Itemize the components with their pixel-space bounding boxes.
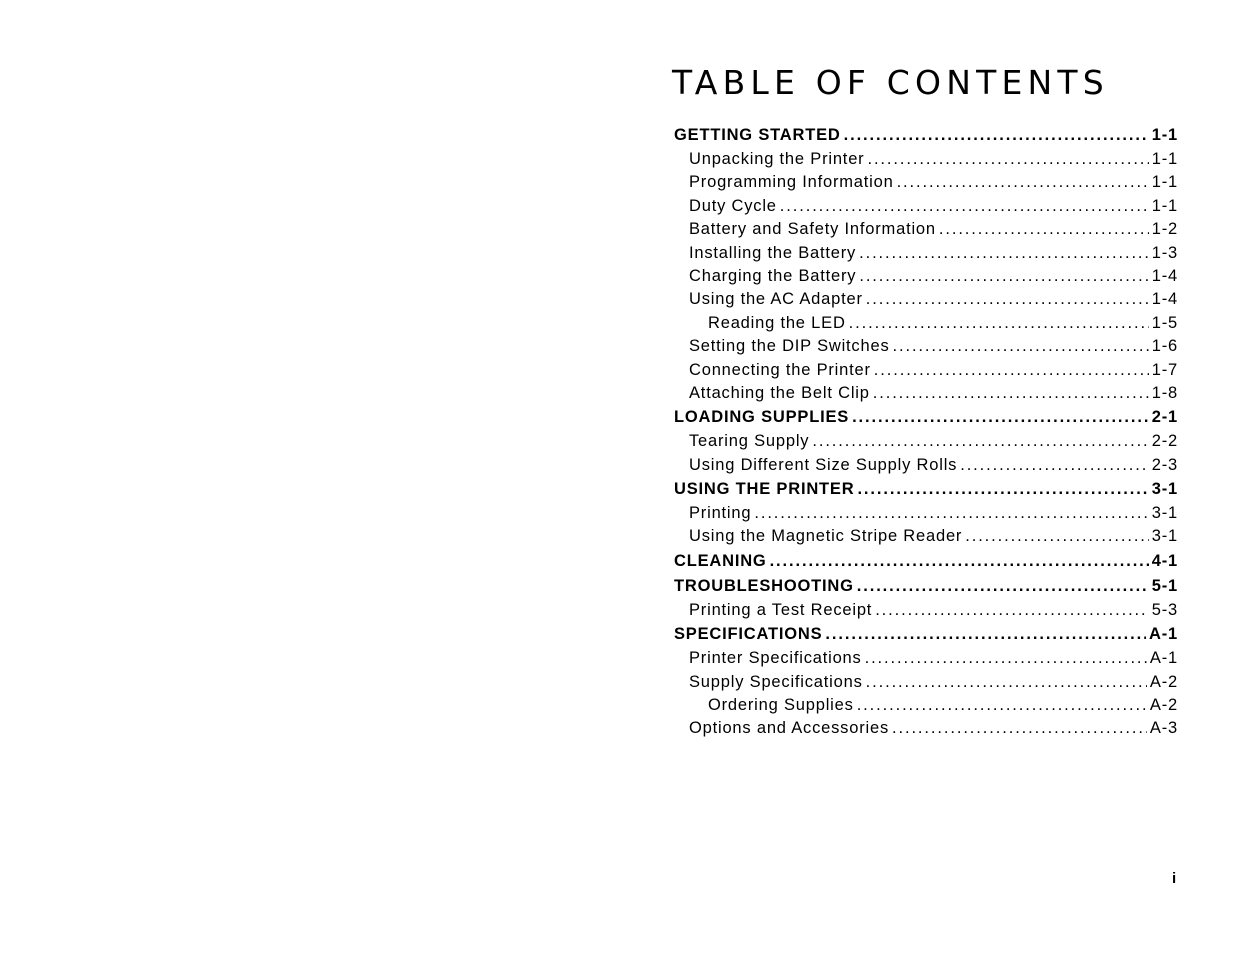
toc-entry-page: 1-1: [1151, 173, 1178, 192]
toc-entry: [674, 265, 1178, 288]
toc-entry-title: GETTING STARTED: [674, 126, 841, 144]
dot-leader: [897, 171, 1149, 194]
dot-leader: [875, 599, 1149, 622]
dot-leader: [754, 502, 1148, 525]
dot-leader: [873, 382, 1149, 405]
toc-entry: [674, 525, 1178, 548]
dot-leader: [939, 218, 1149, 241]
toc-entry-title: Options and Accessories: [689, 719, 889, 738]
toc-entry: [674, 599, 1178, 622]
toc-entry-page: 5-1: [1151, 576, 1178, 595]
toc-entry: [674, 195, 1178, 218]
toc-entry-page: 2-2: [1151, 432, 1178, 451]
toc-entry-title: Programming Information: [689, 173, 894, 192]
toc-entry-title: Using the AC Adapter: [689, 290, 863, 309]
toc-entry-title: Unpacking the Printer: [689, 150, 865, 168]
toc-entry: [674, 359, 1178, 382]
toc-entry-page: A-3: [1149, 719, 1178, 738]
dot-leader: [844, 123, 1149, 148]
toc-entry-page: A-1: [1149, 649, 1178, 668]
dot-leader: [960, 454, 1149, 477]
toc-entry-page: 2-1: [1151, 408, 1178, 427]
toc-entry-page: 1-7: [1151, 360, 1178, 379]
toc-section-entry: [674, 477, 1178, 502]
toc-entry-title: Duty Cycle: [689, 196, 777, 215]
toc-section-entry: [674, 574, 1178, 599]
toc-entry-title: Connecting the Printer: [689, 360, 871, 379]
toc-entry: [674, 171, 1178, 194]
dot-leader: [874, 359, 1149, 382]
toc-entry-page: 1-1: [1151, 196, 1178, 215]
toc-entry-title: Using Different Size Supply Rolls: [689, 455, 958, 474]
dot-leader: [852, 405, 1149, 430]
toc-entry-page: 3-1: [1151, 527, 1178, 546]
toc-entry-page: 1-2: [1151, 220, 1178, 239]
page-number: i: [1172, 870, 1177, 887]
toc-entry-title: Using the Magnetic Stripe Reader: [689, 527, 963, 546]
toc-entry: [674, 382, 1178, 405]
toc-entry-title: SPECIFICATIONS: [674, 625, 823, 644]
toc-entry: [674, 288, 1178, 311]
toc-entry-title: Attaching the Belt Clip: [689, 383, 870, 402]
toc-entry-title: Printing a Test Receipt: [689, 600, 873, 619]
toc-entry-page: 3-1: [1151, 504, 1178, 523]
toc-entry-page: 1-4: [1151, 266, 1178, 285]
dot-leader: [892, 717, 1147, 740]
toc-entry-page: 1-3: [1151, 243, 1178, 262]
toc-entry: [674, 694, 1178, 717]
toc-entry: [674, 148, 1178, 171]
toc-section-entry: [674, 123, 1178, 148]
toc-section-entry: [674, 622, 1178, 647]
toc-entry: [674, 430, 1178, 453]
toc-entry-page: 1-5: [1151, 313, 1178, 332]
toc-entry: [674, 312, 1178, 335]
page-title: TABLE OF CONTENTS: [672, 63, 1109, 102]
toc-entry-title: LOADING SUPPLIES: [674, 408, 850, 427]
toc-entry-page: 4-1: [1151, 551, 1178, 570]
toc-entry: [674, 502, 1178, 525]
toc-entry-title: Printer Specifications: [689, 649, 862, 668]
toc-entry-page: 1-8: [1151, 383, 1178, 402]
toc-entry-page: A-2: [1149, 672, 1178, 691]
toc-entry-page: 5-3: [1151, 600, 1178, 619]
dot-leader: [859, 265, 1148, 288]
toc-entry-title: Setting the DIP Switches: [689, 337, 890, 356]
toc-entry: [674, 454, 1178, 477]
toc-entry-title: USING THE PRINTER: [674, 480, 855, 499]
toc-entry-title: Ordering Supplies: [708, 696, 854, 715]
dot-leader: [867, 148, 1148, 171]
toc-section-entry: [674, 549, 1178, 574]
dot-leader: [857, 477, 1148, 502]
table-of-contents: [674, 123, 1178, 741]
toc-entry-page: 1-1: [1151, 126, 1178, 144]
toc-entry-title: Supply Specifications: [689, 672, 863, 691]
toc-section-entry: [674, 405, 1178, 430]
dot-leader: [812, 430, 1148, 453]
toc-entry-title: CLEANING: [674, 551, 767, 570]
toc-entry-page: A-1: [1149, 625, 1178, 644]
dot-leader: [849, 312, 1149, 335]
dot-leader: [859, 242, 1149, 265]
toc-entry-page: 1-6: [1151, 337, 1178, 356]
toc-entry-page: A-2: [1149, 696, 1178, 715]
dot-leader: [893, 335, 1149, 358]
dot-leader: [825, 622, 1146, 647]
toc-entry-page: 1-4: [1151, 290, 1178, 309]
toc-entry: [674, 647, 1178, 670]
dot-leader: [780, 195, 1149, 218]
toc-entry-title: Installing the Battery: [689, 243, 857, 262]
dot-leader: [857, 694, 1147, 717]
toc-entry-title: Battery and Safety Information: [689, 220, 936, 239]
toc-entry-title: Tearing Supply: [689, 432, 810, 451]
toc-entry-page: 3-1: [1151, 480, 1178, 499]
toc-entry: [674, 218, 1178, 241]
toc-entry-title: Reading the LED: [708, 313, 846, 332]
dot-leader: [866, 671, 1147, 694]
toc-entry: [674, 242, 1178, 265]
toc-entry: [674, 717, 1178, 740]
dot-leader: [865, 647, 1147, 670]
toc-entry-page: 2-3: [1151, 455, 1178, 474]
toc-entry: [674, 335, 1178, 358]
toc-entry-title: TROUBLESHOOTING: [674, 576, 854, 595]
dot-leader: [866, 288, 1149, 311]
toc-entry-page: 1-1: [1151, 150, 1178, 168]
toc-entry: [674, 671, 1178, 694]
dot-leader: [770, 549, 1149, 574]
toc-entry-title: Charging the Battery: [689, 266, 857, 285]
dot-leader: [857, 574, 1149, 599]
toc-entry-title: Printing: [689, 504, 752, 523]
dot-leader: [965, 525, 1149, 548]
